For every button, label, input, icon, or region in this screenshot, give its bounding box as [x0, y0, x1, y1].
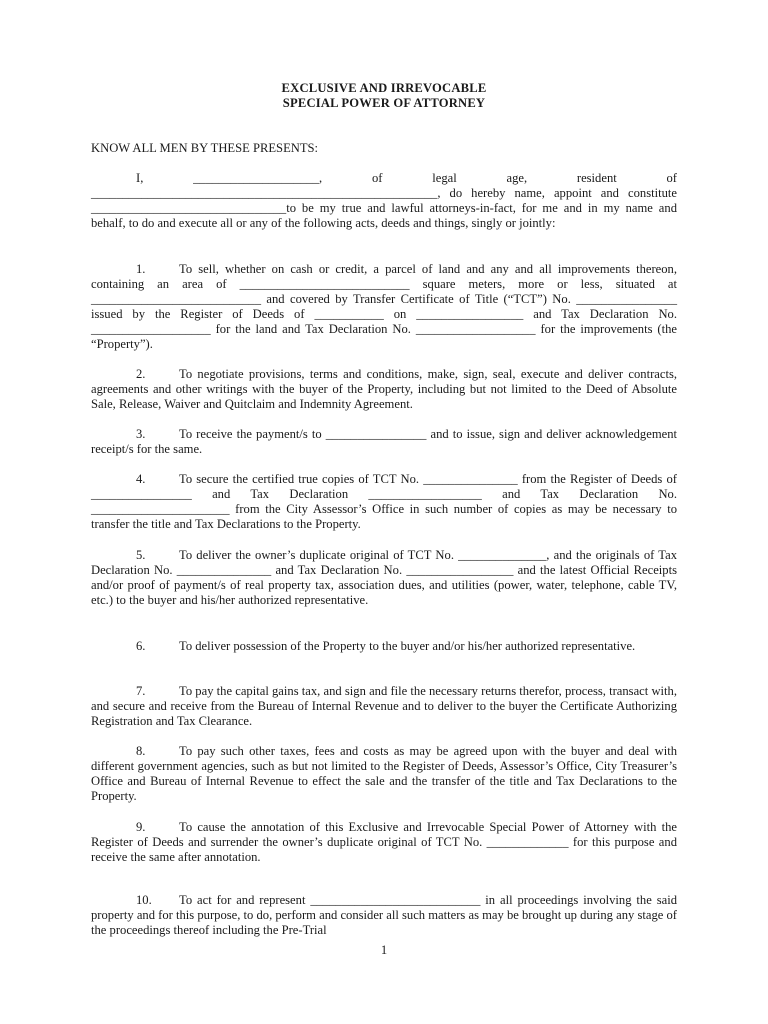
intro-heading: KNOW ALL MEN BY THESE PRESENTS: — [91, 141, 319, 155]
item-10 — [91, 893, 677, 938]
item-number: 3. — [136, 427, 146, 441]
item-text: To deliver the owner’s duplicate original of TCT No. ______________, and the originals of Tax Declaration No. _______________ and Tax Declaration No. _________________ and the latest Official Receipts and/or proof of payment/s of real property tax, association dues, and utilities (power, water, telephone, cable TV, etc.) to the buyer and his/her authorized representative. — [91, 548, 677, 608]
item-number: 10. — [136, 893, 152, 907]
item-text: To cause the annotation of this Exclusive and Irrevocable Special Power of Attorney with the Register of Deeds and surrender the owner’s duplicate original of TCT No. _____________ for this purpose and receive the same after annotation. — [91, 820, 677, 865]
item-number: 6. — [136, 639, 146, 653]
item-number: 1. — [136, 262, 146, 276]
document-title-line2: SPECIAL POWER OF ATTORNEY — [282, 96, 486, 110]
opening-paragraph — [91, 171, 677, 231]
item-text: To secure the certified true copies of TCT No. _______________ from the Register of Deeds of ________________ and Tax Declaration __________________ and Tax Declaration No. ______________________ from the City Assessor’s Office in such number of copies as may be necessary to transfer the title and Tax Declarations to the Property. — [91, 472, 677, 532]
item-text: To act for and represent ___________________________ in all proceedings involving the said property and for this purpose, to do, perform and consider all such matters as may be brought up during any stage of the proceedings thereof including the Pre-Trial — [91, 893, 677, 938]
item-text: To pay such other taxes, fees and costs as may be agreed upon with the buyer and deal with different government agencies, such as but not limited to the Register of Deeds, Assessor’s Office, City Treasurer’s Office and Bureau of Internal Revenue to effect the sale and the transfer of the title and Tax Declarations to the Property. — [91, 744, 677, 804]
item-number: 7. — [136, 684, 146, 698]
item-8 — [91, 744, 677, 804]
item-number: 4. — [136, 472, 146, 486]
opening-text: I, ____________________, of legal age, resident of _______________________________________________________, do hereby name, appoint and constitute _______________________________to be my true and lawful attorneys-in-fact, for me and in my name and behalf, to do and execute all or any of the following acts, deeds and things, singly or jointly: — [91, 171, 677, 231]
item-9 — [91, 820, 677, 865]
item-2 — [91, 367, 677, 412]
item-text: To sell, whether on cash or credit, a parcel of land and any and all improvements thereon, containing an area of ___________________________ square meters, more or less, situated at ___________________________ and covered by Transfer Certificate of Title (“TCT”) No. ________________ issued by the Register of Deeds of ___________ on _________________ and Tax Declaration No. ___________________ for the land and Tax Declaration No. ___________________ for the improvements (the “Property”). — [91, 262, 677, 352]
page-number: 1 — [380, 943, 388, 957]
item-number: 5. — [136, 548, 146, 562]
item-text: To negotiate provisions, terms and conditions, make, sign, seal, execute and deliver contracts, agreements and other writings with the buyer of the Property, including but not limited to the Deed of Absolute Sale, Release, Waiver and Quitclaim and Indemnity Agreement. — [91, 367, 677, 412]
item-text: To receive the payment/s to ________________ and to issue, sign and deliver acknowledgement receipt/s for the same. — [91, 427, 677, 457]
item-number: 2. — [136, 367, 146, 381]
item-6 — [91, 639, 677, 654]
item-5 — [91, 548, 677, 608]
document-title-line1: EXCLUSIVE AND IRREVOCABLE — [281, 81, 487, 95]
item-1 — [91, 262, 677, 353]
item-4 — [91, 472, 677, 532]
item-3 — [91, 427, 677, 457]
item-text: To deliver possession of the Property to the buyer and/or his/her authorized representative. — [179, 639, 636, 653]
item-number: 8. — [136, 744, 146, 758]
item-number: 9. — [136, 820, 146, 834]
item-7 — [91, 684, 677, 729]
item-text: To pay the capital gains tax, and sign and file the necessary returns therefor, process, transact with, and secure and receive from the Bureau of Internal Revenue and to deliver to the buyer the Certificate Authorizing Registration and Tax Clearance. — [91, 684, 677, 729]
